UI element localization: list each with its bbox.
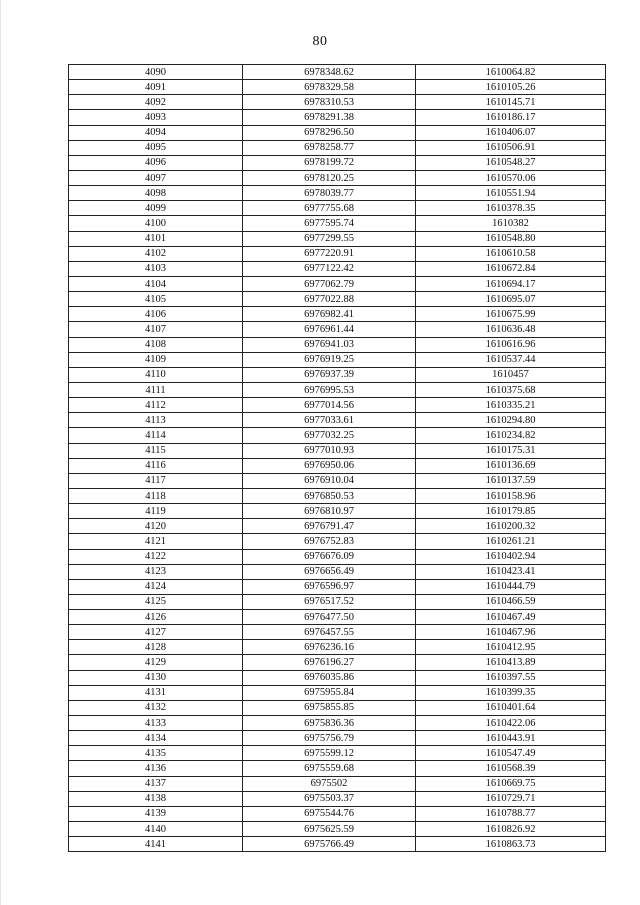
table-row <box>69 95 606 110</box>
x-coordinate-cell: 6976995.53 <box>243 382 416 397</box>
table-row <box>69 413 606 428</box>
point-number-cell: 4116 <box>69 458 243 473</box>
y-coordinate-cell: 1610064.82 <box>416 65 606 80</box>
table-row <box>69 625 606 640</box>
point-number-cell: 4125 <box>69 594 243 609</box>
table-row <box>69 534 606 549</box>
y-coordinate-cell: 1610105.26 <box>416 80 606 95</box>
y-coordinate-cell: 1610158.96 <box>416 488 606 503</box>
point-number-cell: 4128 <box>69 640 243 655</box>
y-coordinate-cell: 1610145.71 <box>416 95 606 110</box>
table-row <box>69 292 606 307</box>
y-coordinate-cell: 1610675.99 <box>416 307 606 322</box>
x-coordinate-cell: 6978120.25 <box>243 170 416 185</box>
table-row <box>69 670 606 685</box>
table-row <box>69 549 606 564</box>
table-row <box>69 806 606 821</box>
table-row <box>69 761 606 776</box>
x-coordinate-cell: 6976850.53 <box>243 488 416 503</box>
table-row <box>69 655 606 670</box>
y-coordinate-cell: 1610863.73 <box>416 837 606 852</box>
y-coordinate-cell: 1610694.17 <box>416 276 606 291</box>
table-row <box>69 65 606 80</box>
point-number-cell: 4096 <box>69 155 243 170</box>
x-coordinate-cell: 6975766.49 <box>243 837 416 852</box>
point-number-cell: 4093 <box>69 110 243 125</box>
x-coordinate-cell: 6976656.49 <box>243 564 416 579</box>
table-row <box>69 700 606 715</box>
point-number-cell: 4121 <box>69 534 243 549</box>
y-coordinate-cell: 1610402.94 <box>416 549 606 564</box>
table-row <box>69 140 606 155</box>
y-coordinate-cell: 1610547.49 <box>416 746 606 761</box>
x-coordinate-cell: 6976950.06 <box>243 458 416 473</box>
point-number-cell: 4115 <box>69 443 243 458</box>
x-coordinate-cell: 6977014.56 <box>243 398 416 413</box>
y-coordinate-cell: 1610636.48 <box>416 322 606 337</box>
y-coordinate-cell: 1610444.79 <box>416 579 606 594</box>
table-row <box>69 246 606 261</box>
table-row <box>69 594 606 609</box>
table-row <box>69 640 606 655</box>
table-row <box>69 337 606 352</box>
y-coordinate-cell: 1610399.35 <box>416 685 606 700</box>
point-number-cell: 4092 <box>69 95 243 110</box>
y-coordinate-cell: 1610826.92 <box>416 822 606 837</box>
point-number-cell: 4135 <box>69 746 243 761</box>
y-coordinate-cell: 1610412.95 <box>416 640 606 655</box>
x-coordinate-cell: 6977032.25 <box>243 428 416 443</box>
table-row <box>69 322 606 337</box>
x-coordinate-cell: 6977010.93 <box>243 443 416 458</box>
coordinates-table <box>68 64 606 852</box>
point-number-cell: 4122 <box>69 549 243 564</box>
x-coordinate-cell: 6978348.62 <box>243 65 416 80</box>
table-row <box>69 473 606 488</box>
x-coordinate-cell: 6976596.97 <box>243 579 416 594</box>
point-number-cell: 4106 <box>69 307 243 322</box>
point-number-cell: 4100 <box>69 216 243 231</box>
y-coordinate-cell: 1610406.07 <box>416 125 606 140</box>
x-coordinate-cell: 6976196.27 <box>243 655 416 670</box>
y-coordinate-cell: 1610457 <box>416 367 606 382</box>
point-number-cell: 4107 <box>69 322 243 337</box>
y-coordinate-cell: 1610137.59 <box>416 473 606 488</box>
y-coordinate-cell: 1610443.91 <box>416 731 606 746</box>
y-coordinate-cell: 1610175.31 <box>416 443 606 458</box>
point-number-cell: 4112 <box>69 398 243 413</box>
y-coordinate-cell: 1610413.89 <box>416 655 606 670</box>
x-coordinate-cell: 6978291.38 <box>243 110 416 125</box>
x-coordinate-cell: 6976035.86 <box>243 670 416 685</box>
y-coordinate-cell: 1610568.39 <box>416 761 606 776</box>
y-coordinate-cell: 1610397.55 <box>416 670 606 685</box>
point-number-cell: 4118 <box>69 488 243 503</box>
point-number-cell: 4117 <box>69 473 243 488</box>
y-coordinate-cell: 1610695.07 <box>416 292 606 307</box>
x-coordinate-cell: 6976941.03 <box>243 337 416 352</box>
x-coordinate-cell: 6976791.47 <box>243 519 416 534</box>
y-coordinate-cell: 1610669.75 <box>416 776 606 791</box>
table-row <box>69 155 606 170</box>
table-row <box>69 125 606 140</box>
point-number-cell: 4129 <box>69 655 243 670</box>
point-number-cell: 4141 <box>69 837 243 852</box>
y-coordinate-cell: 1610378.35 <box>416 201 606 216</box>
x-coordinate-cell: 6975559.68 <box>243 761 416 776</box>
point-number-cell: 4136 <box>69 761 243 776</box>
y-coordinate-cell: 1610422.06 <box>416 716 606 731</box>
x-coordinate-cell: 6976477.50 <box>243 610 416 625</box>
y-coordinate-cell: 1610537.44 <box>416 352 606 367</box>
x-coordinate-cell: 6975836.36 <box>243 716 416 731</box>
point-number-cell: 4094 <box>69 125 243 140</box>
table-row <box>69 716 606 731</box>
table-row <box>69 458 606 473</box>
x-coordinate-cell: 6976937.39 <box>243 367 416 382</box>
x-coordinate-cell: 6975599.12 <box>243 746 416 761</box>
point-number-cell: 4134 <box>69 731 243 746</box>
table-row <box>69 276 606 291</box>
table-row <box>69 488 606 503</box>
y-coordinate-cell: 1610294.80 <box>416 413 606 428</box>
x-coordinate-cell: 6978310.53 <box>243 95 416 110</box>
point-number-cell: 4127 <box>69 625 243 640</box>
y-coordinate-cell: 1610788.77 <box>416 806 606 821</box>
y-coordinate-cell: 1610382 <box>416 216 606 231</box>
y-coordinate-cell: 1610200.32 <box>416 519 606 534</box>
x-coordinate-cell: 6977595.74 <box>243 216 416 231</box>
point-number-cell: 4113 <box>69 413 243 428</box>
x-coordinate-cell: 6976676.09 <box>243 549 416 564</box>
x-coordinate-cell: 6978199.72 <box>243 155 416 170</box>
table-row <box>69 731 606 746</box>
table-row <box>69 791 606 806</box>
point-number-cell: 4124 <box>69 579 243 594</box>
table-row <box>69 231 606 246</box>
x-coordinate-cell: 6975544.76 <box>243 806 416 821</box>
x-coordinate-cell: 6975955.84 <box>243 685 416 700</box>
table-row <box>69 398 606 413</box>
x-coordinate-cell: 6978329.58 <box>243 80 416 95</box>
table-row <box>69 746 606 761</box>
point-number-cell: 4101 <box>69 231 243 246</box>
table-row <box>69 776 606 791</box>
point-number-cell: 4123 <box>69 564 243 579</box>
x-coordinate-cell: 6977022.88 <box>243 292 416 307</box>
x-coordinate-cell: 6975625.59 <box>243 822 416 837</box>
y-coordinate-cell: 1610186.17 <box>416 110 606 125</box>
x-coordinate-cell: 6977220.91 <box>243 246 416 261</box>
y-coordinate-cell: 1610335.21 <box>416 398 606 413</box>
x-coordinate-cell: 6978039.77 <box>243 186 416 201</box>
x-coordinate-cell: 6975503.37 <box>243 791 416 806</box>
point-number-cell: 4099 <box>69 201 243 216</box>
x-coordinate-cell: 6976919.25 <box>243 352 416 367</box>
table-row <box>69 443 606 458</box>
table-row <box>69 352 606 367</box>
point-number-cell: 4105 <box>69 292 243 307</box>
y-coordinate-cell: 1610548.27 <box>416 155 606 170</box>
point-number-cell: 4090 <box>69 65 243 80</box>
point-number-cell: 4095 <box>69 140 243 155</box>
point-number-cell: 4098 <box>69 186 243 201</box>
x-coordinate-cell: 6975502 <box>243 776 416 791</box>
y-coordinate-cell: 1610729.71 <box>416 791 606 806</box>
table-row <box>69 216 606 231</box>
x-coordinate-cell: 6976517.52 <box>243 594 416 609</box>
x-coordinate-cell: 6977122.42 <box>243 261 416 276</box>
table-row <box>69 110 606 125</box>
x-coordinate-cell: 6976982.41 <box>243 307 416 322</box>
point-number-cell: 4108 <box>69 337 243 352</box>
x-coordinate-cell: 6977033.61 <box>243 413 416 428</box>
table-row <box>69 307 606 322</box>
table-row <box>69 186 606 201</box>
y-coordinate-cell: 1610506.91 <box>416 140 606 155</box>
y-coordinate-cell: 1610548.80 <box>416 231 606 246</box>
y-coordinate-cell: 1610423.41 <box>416 564 606 579</box>
table-row <box>69 504 606 519</box>
point-number-cell: 4103 <box>69 261 243 276</box>
x-coordinate-cell: 6977299.55 <box>243 231 416 246</box>
coordinates-table-body <box>69 65 606 852</box>
table-row <box>69 367 606 382</box>
y-coordinate-cell: 1610179.85 <box>416 504 606 519</box>
y-coordinate-cell: 1610551.94 <box>416 186 606 201</box>
x-coordinate-cell: 6976810.97 <box>243 504 416 519</box>
point-number-cell: 4139 <box>69 806 243 821</box>
y-coordinate-cell: 1610616.96 <box>416 337 606 352</box>
point-number-cell: 4131 <box>69 685 243 700</box>
point-number-cell: 4102 <box>69 246 243 261</box>
point-number-cell: 4140 <box>69 822 243 837</box>
point-number-cell: 4109 <box>69 352 243 367</box>
point-number-cell: 4126 <box>69 610 243 625</box>
page-number: 80 <box>312 34 328 49</box>
point-number-cell: 4104 <box>69 276 243 291</box>
point-number-cell: 4120 <box>69 519 243 534</box>
y-coordinate-cell: 1610234.82 <box>416 428 606 443</box>
y-coordinate-cell: 1610570.06 <box>416 170 606 185</box>
x-coordinate-cell: 6977755.68 <box>243 201 416 216</box>
y-coordinate-cell: 1610610.58 <box>416 246 606 261</box>
y-coordinate-cell: 1610467.49 <box>416 610 606 625</box>
x-coordinate-cell: 6977062.79 <box>243 276 416 291</box>
y-coordinate-cell: 1610136.69 <box>416 458 606 473</box>
x-coordinate-cell: 6976910.04 <box>243 473 416 488</box>
point-number-cell: 4114 <box>69 428 243 443</box>
y-coordinate-cell: 1610466.59 <box>416 594 606 609</box>
table-row <box>69 822 606 837</box>
table-row <box>69 428 606 443</box>
x-coordinate-cell: 6975756.79 <box>243 731 416 746</box>
point-number-cell: 4097 <box>69 170 243 185</box>
point-number-cell: 4133 <box>69 716 243 731</box>
point-number-cell: 4137 <box>69 776 243 791</box>
point-number-cell: 4110 <box>69 367 243 382</box>
table-row <box>69 170 606 185</box>
x-coordinate-cell: 6978258.77 <box>243 140 416 155</box>
table-row <box>69 201 606 216</box>
table-row <box>69 837 606 852</box>
x-coordinate-cell: 6976236.16 <box>243 640 416 655</box>
point-number-cell: 4132 <box>69 700 243 715</box>
table-row <box>69 261 606 276</box>
x-coordinate-cell: 6975855.85 <box>243 700 416 715</box>
point-number-cell: 4091 <box>69 80 243 95</box>
y-coordinate-cell: 1610375.68 <box>416 382 606 397</box>
y-coordinate-cell: 1610672.84 <box>416 261 606 276</box>
table-row <box>69 80 606 95</box>
point-number-cell: 4130 <box>69 670 243 685</box>
page-edge <box>0 0 1 905</box>
y-coordinate-cell: 1610261.21 <box>416 534 606 549</box>
y-coordinate-cell: 1610467.96 <box>416 625 606 640</box>
x-coordinate-cell: 6976961.44 <box>243 322 416 337</box>
table-row <box>69 382 606 397</box>
point-number-cell: 4119 <box>69 504 243 519</box>
table-row <box>69 519 606 534</box>
x-coordinate-cell: 6976752.83 <box>243 534 416 549</box>
x-coordinate-cell: 6978296.50 <box>243 125 416 140</box>
table-row <box>69 579 606 594</box>
point-number-cell: 4138 <box>69 791 243 806</box>
x-coordinate-cell: 6976457.55 <box>243 625 416 640</box>
table-row <box>69 685 606 700</box>
table-row <box>69 610 606 625</box>
y-coordinate-cell: 1610401.64 <box>416 700 606 715</box>
point-number-cell: 4111 <box>69 382 243 397</box>
table-row <box>69 564 606 579</box>
